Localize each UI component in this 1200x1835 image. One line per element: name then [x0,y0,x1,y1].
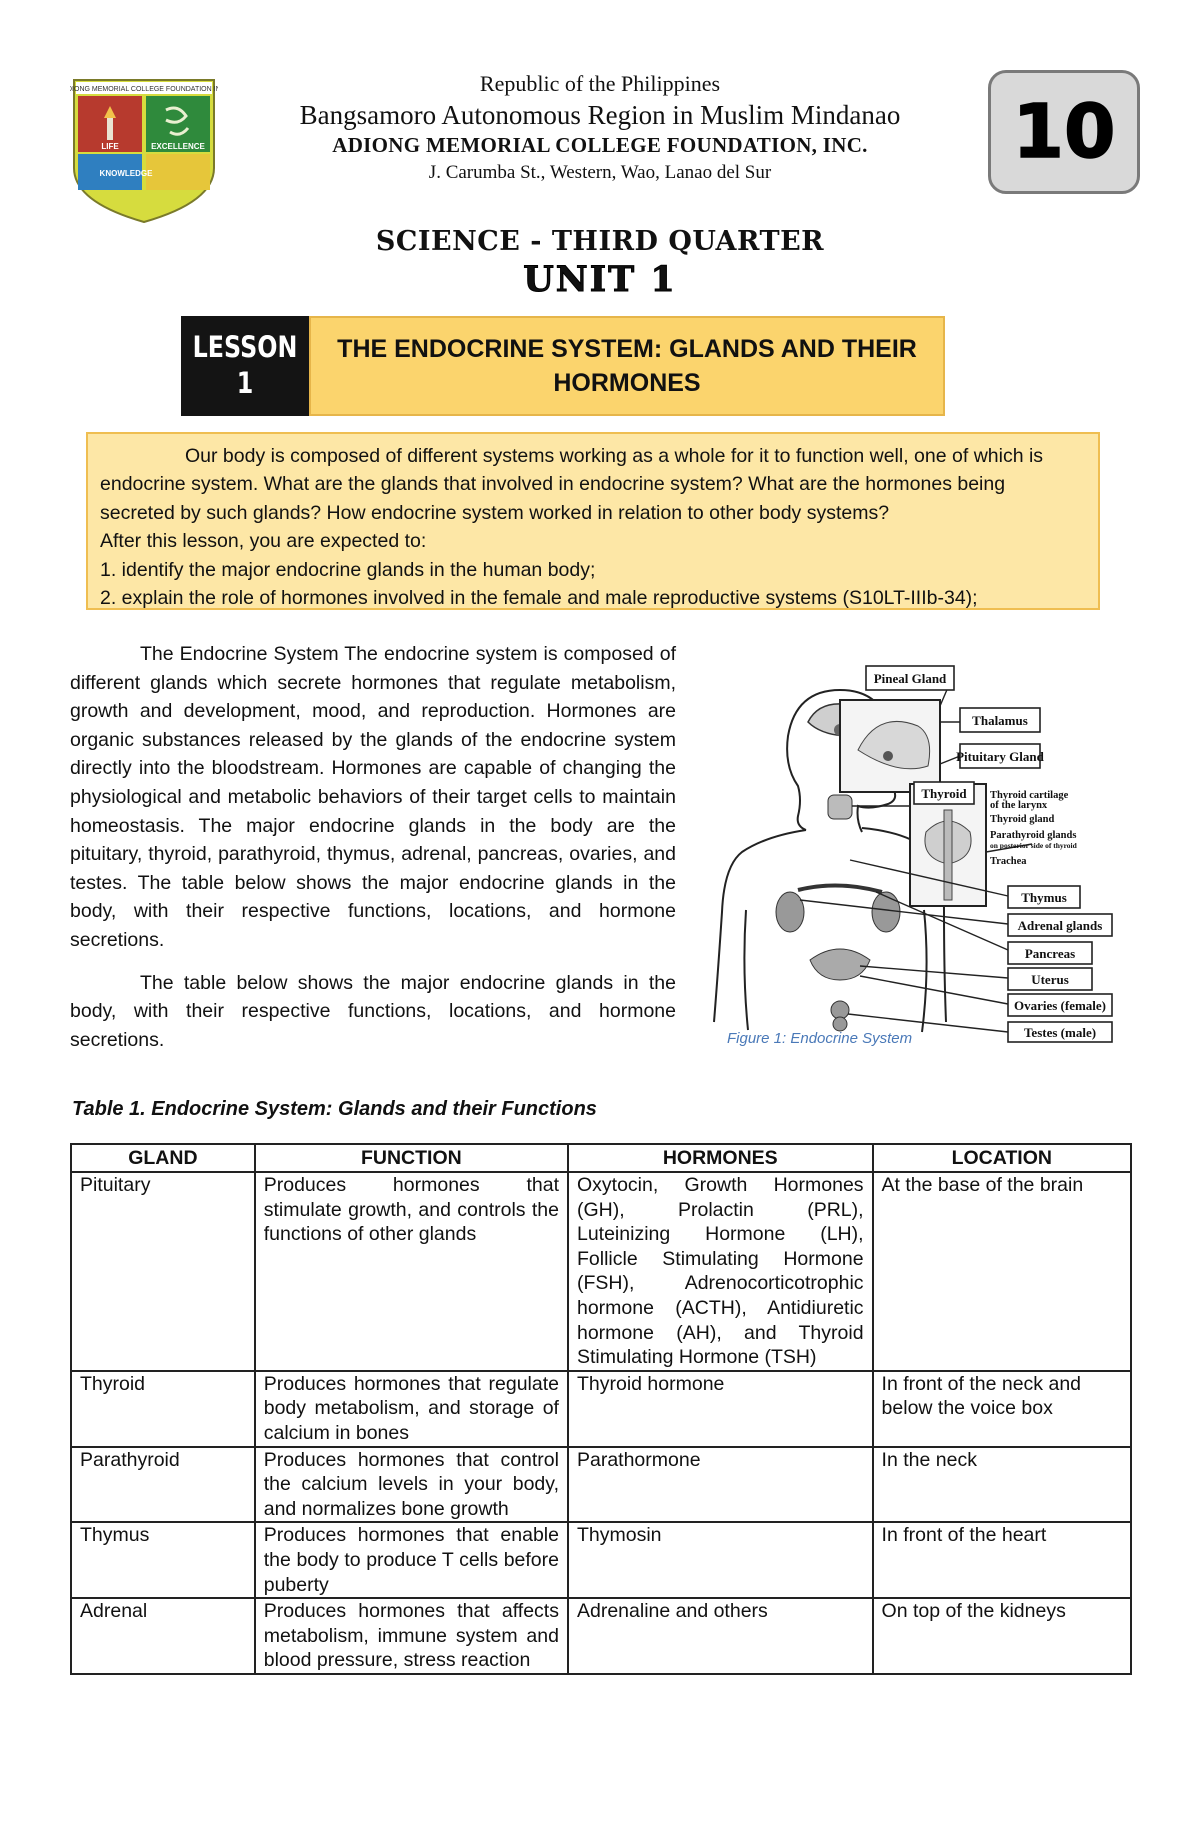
unit-title: UNIT 1 [523,259,677,300]
pancreas-icon [798,885,882,892]
function-cell: Produces hormones that control the calcium levels in your body, and normalizes bone growth [255,1447,568,1523]
label-thyroid: Thyroid [921,786,967,801]
objective-item: 2. explain the role of hormones involved in the female and male reproductive systems (S10LT-IIIb-34); [100,587,978,610]
gland-cell: Thyroid [71,1371,255,1447]
gland-cell: Thymus [71,1522,255,1598]
hormones-cell: Parathormone [568,1447,873,1523]
table-row [71,1172,1131,1371]
table-caption: Table 1. Endocrine System: Glands and their Functions [72,1098,597,1120]
gland-cell: Adrenal [71,1598,255,1674]
svg-text:ADIONG MEMORIAL COLLEGE FOUNDA: ADIONG MEMORIAL COLLEGE FOUNDATION INC [70,86,218,93]
location-cell: In front of the heart [873,1522,1131,1598]
grade-badge: 10 [988,70,1140,194]
uterus-icon [810,949,870,980]
label-parathyroid-2: on posterior side of thyroid [990,841,1077,850]
hormones-cell: Thymosin [568,1522,873,1598]
hormones-cell: Adrenaline and others [568,1598,873,1674]
label-pineal: Pineal Gland [873,671,947,686]
function-cell: Produces hormones that enable the body to produce T cells before puberty [255,1522,568,1598]
label-adrenal: Adrenal glands [1017,918,1103,933]
kidney-icon [776,892,804,932]
label-trachea: Trachea [990,856,1027,867]
label-thalamus: Thalamus [972,713,1028,728]
lesson-title [309,316,945,416]
function-cell: Produces hormones that stimulate growth, and controls the functions of other glands [255,1172,568,1371]
endocrine-system-figure [690,660,1150,1044]
table-row [71,1447,1131,1523]
svg-text:LIFE: LIFE [101,142,119,151]
intro-expected: After this lesson, you are expected to: [100,530,427,553]
function-cell: Produces hormones that affects metabolism, immune system and blood pressure, stress reaction [255,1598,568,1674]
school-header [250,70,950,188]
body-paragraph: The Endocrine System The endocrine system is composed of different glands which secrete hormones that regulate metabolism, growth and development, mood, and reproduction. Hormones are organic substances released by the glands of the endocrine system directly into the bloodstream. Hormones are capable of changing the physiological and metabolic behaviors of their target cells to maintain homeostasis. The major endocrine glands in the body are the pituitary, thyroid, parathyroid, thymus, adrenal, pancreas, ovaries, and testes. The table below shows the major endocrine glands in the body, with their respective functions, locations, and hormone secretions. [70,643,676,951]
thyroid-icon [828,795,852,819]
header-gland: GLAND [71,1144,255,1172]
school-address: J. Carumba St., Western, Wao, Lanao del Sur [428,162,772,183]
figure-caption: Figure 1: Endocrine System [727,1030,913,1047]
region-line: Bangsamoro Autonomous Region in Muslim Mindanao [299,100,901,130]
subject-title: SCIENCE - THIRD QUARTER [375,226,825,257]
location-cell: In front of the neck and below the voice box [873,1371,1131,1447]
school-name: ADIONG MEMORIAL COLLEGE FOUNDATION, INC. [332,133,868,157]
header-function: FUNCTION [255,1144,568,1172]
location-cell: In the neck [873,1447,1131,1523]
table-row [71,1371,1131,1447]
gland-cell: Parathyroid [71,1447,255,1523]
label-parathyroid: Parathyroid glands [990,830,1077,841]
table-row [71,1598,1131,1674]
svg-text:EXCELLENCE: EXCELLENCE [151,142,205,151]
label-pituitary: Pituitary Gland [956,749,1044,764]
gland-cell: Pituitary [71,1172,255,1371]
label-testes: Testes (male) [1023,1025,1097,1040]
intro-paragraph: Our body is composed of different systems working as a whole for it to function well, one of which is endocrine system. What are the glands that involved in endocrine system? What are the hormones being secreted by such glands? How endocrine system worked in relation to other body systems? [100,445,1044,524]
label-thyroid-gland: Thyroid gland [990,814,1055,825]
label-uterus: Uterus [1031,972,1069,987]
location-cell: On top of the kidneys [873,1598,1131,1674]
svg-text:KNOWLEDGE: KNOWLEDGE [99,169,153,178]
school-logo [70,76,218,224]
location-cell: At the base of the brain [873,1172,1131,1371]
label-ovaries: Ovaries (female) [1013,998,1107,1013]
republic-line: Republic of the Philippines [479,71,721,96]
body-text [70,640,676,1054]
testes-icon [831,1001,849,1019]
label-pancreas: Pancreas [1024,946,1076,961]
lesson-title-text: THE ENDOCRINE SYSTEM: GLANDS AND THEIR HORMONES [337,335,917,397]
table-header-row [71,1144,1131,1172]
objective-item: 1. identify the major endocrine glands in the human body; [100,558,596,581]
lesson-number: 1 [236,366,254,400]
label-thyroid-cartilage: Thyroid cartilage [990,790,1069,801]
kidney-icon [872,892,900,932]
header-location: LOCATION [873,1144,1131,1172]
hormones-cell: Thyroid hormone [568,1371,873,1447]
hormones-cell: Oxytocin, Growth Hormones (GH), Prolactin (PRL), Luteinizing Hormone (LH), Follicle Stimulating Hormone (FSH), Adrenocorticotrophic hormone (ACTH), Antidiuretic hormone (AH), and Thyroid Stimulating Hormone (TSH) [568,1172,873,1371]
header-hormones: HORMONES [568,1144,873,1172]
function-cell: Produces hormones that regulate body metabolism, and storage of calcium in bones [255,1371,568,1447]
table-row [71,1522,1131,1598]
glands-table [70,1143,1132,1675]
lesson-label-box [181,316,309,416]
intro-box [86,432,1100,610]
lesson-label: LESSON [192,330,298,364]
body-paragraph: The table below shows the major endocrine glands in the body, with their respective functions, locations, and hormone secretions. [70,971,676,1051]
label-thymus: Thymus [1021,890,1067,905]
label-thyroid-cartilage-2: of the larynx [990,800,1048,811]
